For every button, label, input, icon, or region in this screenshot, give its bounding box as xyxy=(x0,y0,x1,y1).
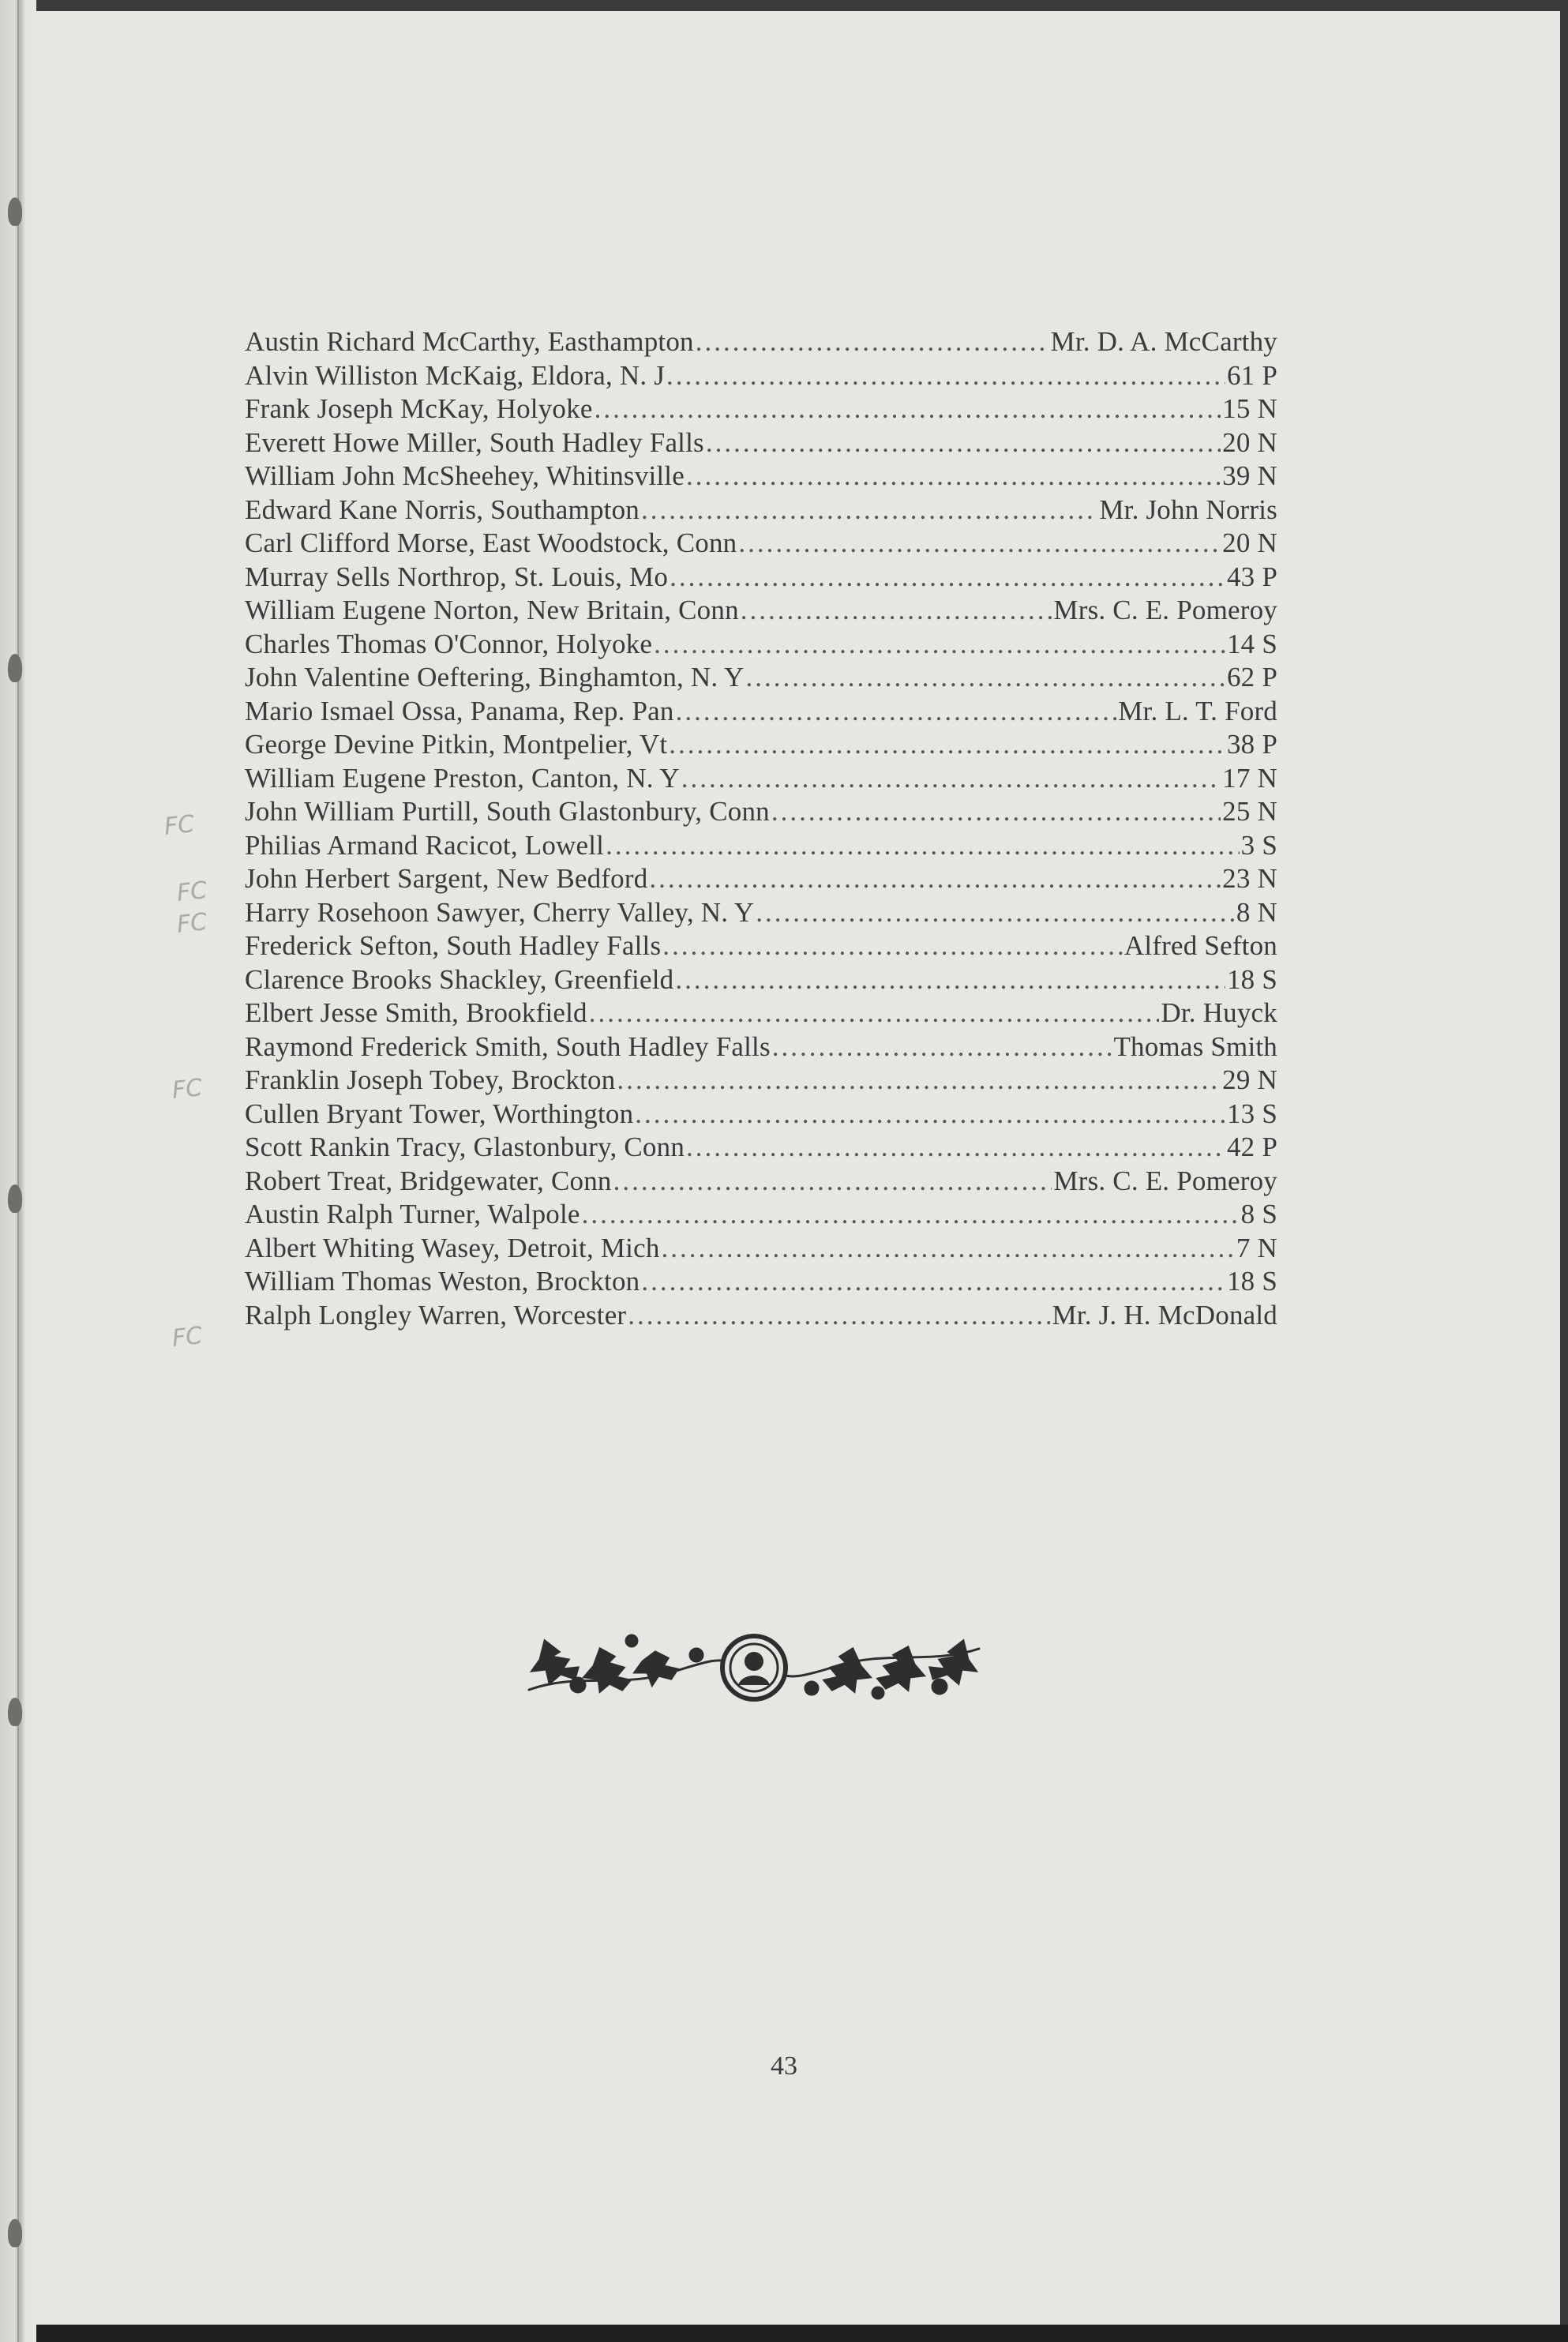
entry-value: 3 S xyxy=(1240,829,1277,861)
dot-leader xyxy=(738,527,1221,561)
dot-leader xyxy=(669,728,1225,762)
entry-name: Robert Treat, Bridgewater, Conn xyxy=(245,1165,612,1196)
margin-note: FC xyxy=(175,908,208,939)
entry-value: 38 P xyxy=(1226,729,1277,760)
dot-leader xyxy=(670,561,1225,595)
entry-name: Carl Clifford Morse, East Woodstock, Conn xyxy=(245,527,737,558)
entry-value: 15 N xyxy=(1222,393,1277,424)
dot-leader xyxy=(741,594,1052,628)
entry-name: Raymond Frederick Smith, South Hadley Falls xyxy=(245,1030,771,1062)
dot-leader xyxy=(595,392,1221,426)
binding-stitch xyxy=(8,1698,22,1726)
entry-value: 43 P xyxy=(1226,561,1277,592)
list-item xyxy=(245,359,1277,393)
entry-value: Alfred Sefton xyxy=(1123,930,1277,961)
entry-name: Alvin Williston McKaig, Eldora, N. J xyxy=(245,359,666,391)
dot-leader xyxy=(617,1064,1221,1098)
entry-name: Austin Richard McCarthy, Easthampton xyxy=(245,326,694,357)
list-item xyxy=(245,1299,1277,1333)
entry-name: Harry Rosehoon Sawyer, Cherry Valley, N. Y xyxy=(245,896,755,928)
binding-stitch xyxy=(8,1184,22,1213)
entry-value: Mr. J. H. McDonald xyxy=(1052,1299,1277,1331)
dot-leader xyxy=(681,762,1221,796)
entry-name: Ralph Longley Warren, Worcester xyxy=(245,1299,627,1331)
dot-leader xyxy=(686,460,1221,494)
entry-name: William Eugene Norton, New Britain, Conn xyxy=(245,595,739,625)
entry-value: Mr. D. A. McCarthy xyxy=(1050,326,1277,357)
entry-name: John William Purtill, South Glastonbury, Conn xyxy=(245,796,770,827)
list-item xyxy=(245,561,1277,595)
entry-value: Mrs. C. E. Pomeroy xyxy=(1053,1165,1277,1196)
margin-note: FC xyxy=(163,810,196,841)
entry-name: Albert Whiting Wasey, Detroit, Mich xyxy=(245,1232,660,1263)
dot-leader xyxy=(745,661,1225,695)
entry-value: 42 P xyxy=(1226,1132,1277,1162)
entry-name: William John McSheehey, Whitinsville xyxy=(245,460,685,491)
dot-leader xyxy=(641,494,1097,527)
dot-leader xyxy=(606,829,1240,863)
page-number: 43 xyxy=(771,2051,797,2081)
dot-leader xyxy=(696,325,1049,359)
entry-value: 14 S xyxy=(1226,628,1277,659)
dot-leader xyxy=(756,896,1235,930)
entry-name: George Devine Pitkin, Montpelier, Vt xyxy=(245,729,668,760)
entry-name: Mario Ismael Ossa, Panama, Rep. Pan xyxy=(245,695,674,726)
right-edge xyxy=(1560,0,1568,2342)
entry-name: Clarence Brooks Shackley, Greenfield xyxy=(245,963,674,995)
book-binding xyxy=(0,0,36,2342)
margin-note: FC xyxy=(171,1074,204,1105)
margin-note: FC xyxy=(175,876,208,907)
entry-value: Dr. Huyck xyxy=(1161,997,1277,1028)
list-item xyxy=(245,1064,1277,1098)
entry-name: Everett Howe Miller, South Hadley Falls xyxy=(245,426,704,458)
list-item xyxy=(245,460,1277,494)
entry-value: 20 N xyxy=(1222,426,1277,458)
dot-leader xyxy=(676,695,1117,729)
dot-leader xyxy=(662,1232,1235,1266)
entry-value: 17 N xyxy=(1222,762,1277,794)
dot-leader xyxy=(772,1030,1112,1064)
list-item xyxy=(245,728,1277,762)
dot-leader xyxy=(666,359,1225,393)
entry-name: Murray Sells Northrop, St. Louis, Mo xyxy=(245,561,669,592)
list-item xyxy=(245,829,1277,863)
list-item xyxy=(245,1098,1277,1132)
dot-leader xyxy=(675,963,1225,997)
floral-ornament xyxy=(513,1617,995,1718)
entry-value: 23 N xyxy=(1222,863,1277,894)
list-item xyxy=(245,896,1277,930)
list-item xyxy=(245,494,1277,527)
list-item xyxy=(245,762,1277,796)
margin-note: FC xyxy=(171,1322,204,1353)
list-item xyxy=(245,392,1277,426)
list-item xyxy=(245,594,1277,628)
dot-leader xyxy=(641,1265,1225,1299)
entry-value: 62 P xyxy=(1226,662,1277,692)
list-item xyxy=(245,996,1277,1030)
entry-name: Frank Joseph McKay, Holyoke xyxy=(245,393,593,424)
dot-leader xyxy=(589,996,1160,1030)
dot-leader xyxy=(771,795,1221,829)
list-item xyxy=(245,1265,1277,1299)
list-item xyxy=(245,795,1277,829)
dot-leader xyxy=(582,1198,1240,1232)
entry-value: 20 N xyxy=(1222,527,1277,558)
list-item xyxy=(245,1165,1277,1199)
binding-stitch xyxy=(8,197,22,226)
entry-name: Cullen Bryant Tower, Worthington xyxy=(245,1098,634,1129)
list-item xyxy=(245,1198,1277,1232)
entry-name: Charles Thomas O'Connor, Holyoke xyxy=(245,628,653,659)
entry-value: Thomas Smith xyxy=(1113,1030,1277,1062)
top-edge xyxy=(0,0,1568,11)
list-item xyxy=(245,695,1277,729)
entry-value: 18 S xyxy=(1226,1266,1277,1297)
entry-name: Philias Armand Racicot, Lowell xyxy=(245,829,605,861)
entry-name: William Eugene Preston, Canton, N. Y xyxy=(245,762,680,794)
list-item xyxy=(245,963,1277,997)
list-item xyxy=(245,527,1277,561)
entry-name: John Valentine Oeftering, Binghamton, N. Y xyxy=(245,662,745,692)
dot-leader xyxy=(628,1299,1050,1333)
entry-name: Franklin Joseph Tobey, Brockton xyxy=(245,1064,616,1095)
entry-name: William Thomas Weston, Brockton xyxy=(245,1266,640,1297)
list-item xyxy=(245,325,1277,359)
dot-leader xyxy=(635,1098,1225,1132)
dot-leader xyxy=(654,628,1225,662)
dot-leader xyxy=(706,426,1221,460)
list-item xyxy=(245,1232,1277,1266)
dot-leader xyxy=(686,1131,1225,1165)
entry-name: Austin Ralph Turner, Walpole xyxy=(245,1199,580,1229)
binding-stitch xyxy=(8,2219,22,2247)
entry-value: 7 N xyxy=(1236,1232,1277,1263)
entry-value: Mrs. C. E. Pomeroy xyxy=(1053,595,1277,625)
entry-value: 61 P xyxy=(1226,359,1277,391)
dot-leader xyxy=(649,862,1221,896)
entry-value: Mr. John Norris xyxy=(1099,494,1277,525)
list-item xyxy=(245,628,1277,662)
bottom-edge xyxy=(0,2325,1568,2342)
binding-line xyxy=(17,0,19,2342)
dot-leader xyxy=(662,929,1123,963)
dot-leader xyxy=(613,1165,1052,1199)
entry-value: 25 N xyxy=(1222,796,1277,827)
entry-name: Elbert Jesse Smith, Brookfield xyxy=(245,997,587,1028)
list-item xyxy=(245,661,1277,695)
entry-value: 8 N xyxy=(1236,896,1277,928)
entry-value: 39 N xyxy=(1222,460,1277,491)
list-item xyxy=(245,929,1277,963)
list-item xyxy=(245,426,1277,460)
entry-name: Frederick Sefton, South Hadley Falls xyxy=(245,930,662,961)
list-item xyxy=(245,1131,1277,1165)
entry-name: Scott Rankin Tracy, Glastonbury, Conn xyxy=(245,1132,685,1162)
list-item xyxy=(245,1030,1277,1064)
entry-name: John Herbert Sargent, New Bedford xyxy=(245,863,648,894)
entry-name: Edward Kane Norris, Southampton xyxy=(245,494,640,525)
binding-stitch xyxy=(8,654,22,682)
entry-value: 13 S xyxy=(1226,1098,1277,1129)
list-item xyxy=(245,862,1277,896)
entry-value: 8 S xyxy=(1240,1199,1277,1229)
entry-value: Mr. L. T. Ford xyxy=(1118,695,1277,726)
entry-value: 29 N xyxy=(1222,1064,1277,1095)
directory-list xyxy=(245,325,1277,1332)
entry-value: 18 S xyxy=(1226,963,1277,995)
